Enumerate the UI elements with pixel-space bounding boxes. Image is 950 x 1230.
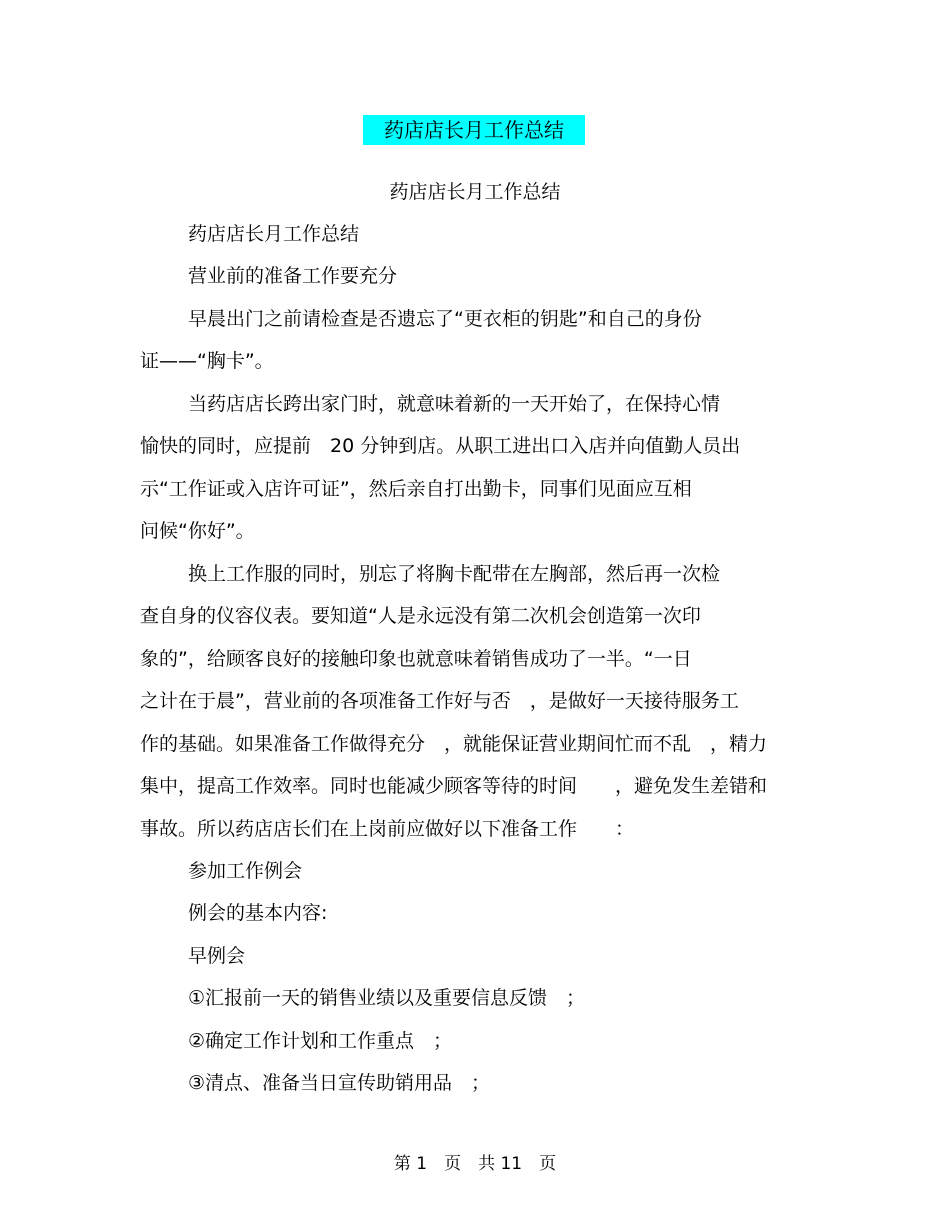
paragraph-line: 营业前的准备工作要充分: [188, 265, 398, 287]
paragraph-line: 当药店店长跨出家门时，就意味着新的一天开始了，在保持心情: [188, 393, 721, 415]
paragraph-line: 作的基础。如果准备工作做得充分 ，就能保证营业期间忙而不乱 ，精力: [140, 733, 768, 755]
paragraph-line: 愉快的同时，应提前 20 分钟到店。从职工进出口入店并向值勤人员出: [140, 435, 741, 457]
paragraph-line: 早晨出门之前请检查是否遗忘了“更衣柜的钥匙”和自己的身份: [188, 308, 702, 330]
paragraph-line: 集中，提高工作效率。同时也能减少顾客等待的时间 ，避免发生差错和: [140, 775, 768, 797]
document-header-title: 药店店长月工作总结: [363, 115, 585, 145]
paragraph-line: ①汇报前一天的销售业绩以及重要信息反馈 ；: [188, 987, 586, 1009]
paragraph-line: 早例会: [188, 945, 246, 967]
page-footer: 第 1 页 共 11 页: [393, 1154, 557, 1174]
paragraph-line: ②确定工作计划和工作重点 ；: [188, 1030, 453, 1052]
paragraph-line: 象的”，给顾客良好的接触印象也就意味着销售成功了一半。“一日: [140, 648, 692, 670]
paragraph-line: 之计在于晨”，营业前的各项准备工作好与否 ，是做好一天接待服务工: [140, 690, 739, 712]
paragraph-line: ③清点、准备当日宣传助销用品 ；: [188, 1072, 491, 1094]
paragraph-line: 问候“你好”。: [140, 520, 255, 542]
paragraph-line: 证——“胸卡”。: [140, 350, 274, 372]
paragraph-line: 例会的基本内容:: [188, 902, 328, 924]
paragraph-line: 查自身的仪容仪表。要知道“人是永远没有第二次机会创造第一次印: [140, 605, 701, 627]
paragraph-line: 换上工作服的同时，别忘了将胸卡配带在左胸部，然后再一次检: [188, 563, 721, 585]
paragraph-line: 示“工作证或入店许可证”，然后亲自打出勤卡，同事们见面应互相: [140, 478, 692, 500]
paragraph-line: 药店店长月工作总结: [188, 223, 360, 245]
paragraph-line: 事故。所以药店店长们在上岗前应做好以下准备工作 ：: [140, 818, 635, 840]
paragraph-line: 参加工作例会: [188, 860, 303, 882]
document-subtitle: 药店店长月工作总结: [389, 181, 561, 203]
